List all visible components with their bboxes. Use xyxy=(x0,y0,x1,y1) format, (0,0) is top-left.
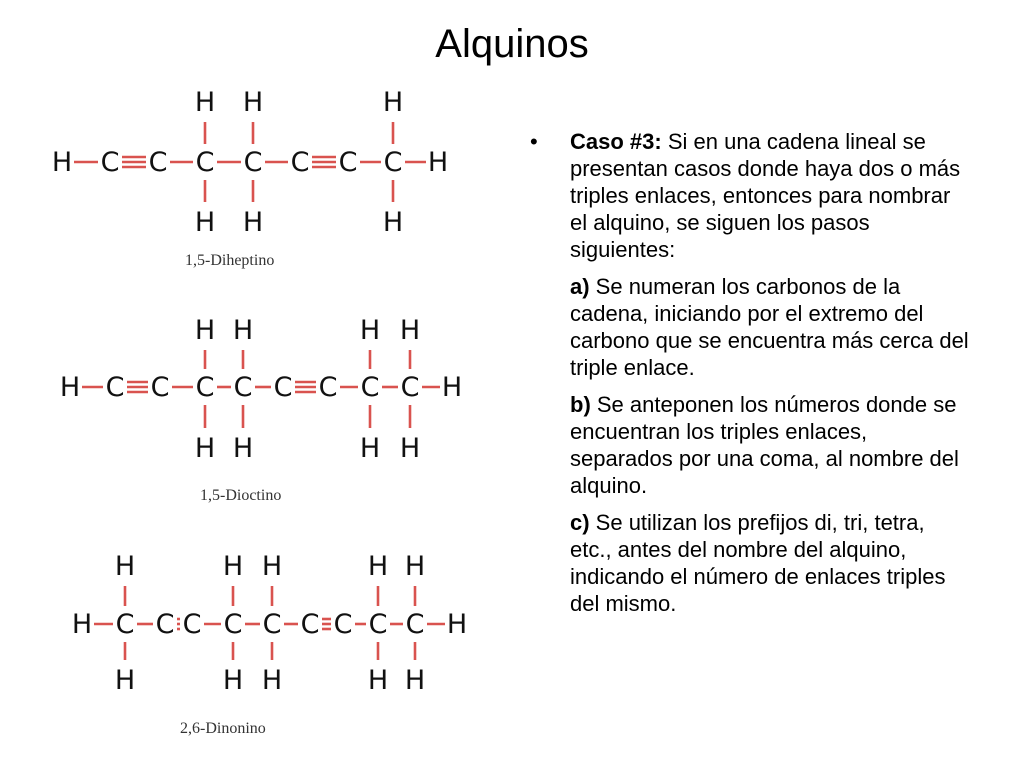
bottom-hydrogen: H xyxy=(114,665,136,696)
paragraph-step-c xyxy=(570,509,970,617)
chain-atom-carbon: C xyxy=(405,609,425,640)
bottom-hydrogen: H xyxy=(399,433,421,464)
chain-atom-carbon: C xyxy=(148,147,168,178)
paragraph-step-a-text: Se numeran los carbonos de la cadena, iniciando por el extremo del carbono que se encuentra más cerca del triple enlace. xyxy=(570,274,969,380)
bullet-body xyxy=(570,128,970,627)
top-hydrogen: H xyxy=(194,315,216,346)
paragraph-step-b-text: Se anteponen los números donde se encuentran los triples enlaces, separados por una coma, al nombre del alquino. xyxy=(570,392,959,498)
slide-title: Alquinos xyxy=(435,22,589,66)
chain-atom-carbon: C xyxy=(318,372,338,403)
chain-atom-carbon: C xyxy=(290,147,310,178)
chain-atom-hydrogen: H xyxy=(71,609,93,640)
chain-atom-carbon: C xyxy=(368,609,388,640)
bullet-item xyxy=(530,128,970,627)
chain-atom-carbon: C xyxy=(273,372,293,403)
bottom-hydrogen: H xyxy=(242,207,264,238)
top-hydrogen: H xyxy=(232,315,254,346)
bottom-hydrogen: H xyxy=(404,665,426,696)
top-hydrogen: H xyxy=(194,87,216,118)
chain-atom-carbon: C xyxy=(150,372,170,403)
chain-atom-carbon: C xyxy=(333,609,353,640)
chain-atom-hydrogen: H xyxy=(446,609,468,640)
top-hydrogen: H xyxy=(261,551,283,582)
bottom-hydrogen: H xyxy=(194,433,216,464)
bottom-hydrogen: H xyxy=(359,433,381,464)
paragraph-step-b xyxy=(570,391,970,499)
chain-atom-carbon: C xyxy=(262,609,282,640)
top-hydrogen: H xyxy=(404,551,426,582)
paragraph-step-b-label: b) xyxy=(570,392,591,417)
bottom-hydrogen: H xyxy=(261,665,283,696)
structure-caption: 1,5-Dioctino xyxy=(200,487,282,504)
chain-atom-hydrogen: H xyxy=(427,147,449,178)
chain-atom-carbon: C xyxy=(243,147,263,178)
chain-atom-carbon: C xyxy=(400,372,420,403)
bottom-hydrogen: H xyxy=(194,207,216,238)
top-hydrogen: H xyxy=(242,87,264,118)
bottom-hydrogen: H xyxy=(222,665,244,696)
paragraph-caso-label: Caso #3: xyxy=(570,129,662,154)
paragraph-caso xyxy=(570,128,970,263)
paragraph-step-c-label: c) xyxy=(570,510,590,535)
chain-atom-hydrogen: H xyxy=(441,372,463,403)
chain-atom-hydrogen: H xyxy=(59,372,81,403)
chain-atom-carbon: C xyxy=(182,609,202,640)
paragraph-step-a-label: a) xyxy=(570,274,590,299)
text-content xyxy=(530,128,970,627)
bullet-marker: • xyxy=(530,129,538,154)
top-hydrogen: H xyxy=(359,315,381,346)
top-hydrogen: H xyxy=(382,87,404,118)
paragraph-step-c-text: Se utilizan los prefijos di, tri, tetra, etc., antes del nombre del alquino, indicando el número de enlaces triples del mismo. xyxy=(570,510,946,616)
top-hydrogen: H xyxy=(367,551,389,582)
chain-atom-carbon: C xyxy=(300,609,320,640)
chain-atom-carbon: C xyxy=(115,609,135,640)
chain-atom-carbon: C xyxy=(195,147,215,178)
structure-caption: 2,6-Dinonino xyxy=(180,720,266,737)
paragraph-step-a xyxy=(570,273,970,381)
bottom-hydrogen: H xyxy=(367,665,389,696)
chain-atom-carbon: C xyxy=(223,609,243,640)
chain-atom-hydrogen: H xyxy=(51,147,73,178)
chain-atom-carbon: C xyxy=(338,147,358,178)
bottom-hydrogen: H xyxy=(232,433,254,464)
paragraph-caso-text: Si en una cadena lineal se presentan casos donde haya dos o más triples enlaces, entonces para nombrar el alquino, se siguen los pasos siguientes: xyxy=(570,129,961,262)
top-hydrogen: H xyxy=(114,551,136,582)
chain-atom-carbon: C xyxy=(360,372,380,403)
chain-atom-carbon: C xyxy=(383,147,403,178)
top-hydrogen: H xyxy=(222,551,244,582)
chain-atom-carbon: C xyxy=(100,147,120,178)
chain-atom-carbon: C xyxy=(233,372,253,403)
top-hydrogen: H xyxy=(399,315,421,346)
chain-atom-carbon: C xyxy=(105,372,125,403)
chain-atom-carbon: C xyxy=(195,372,215,403)
structure-caption: 1,5-Diheptino xyxy=(185,252,275,269)
chain-atom-carbon: C xyxy=(155,609,175,640)
bottom-hydrogen: H xyxy=(382,207,404,238)
